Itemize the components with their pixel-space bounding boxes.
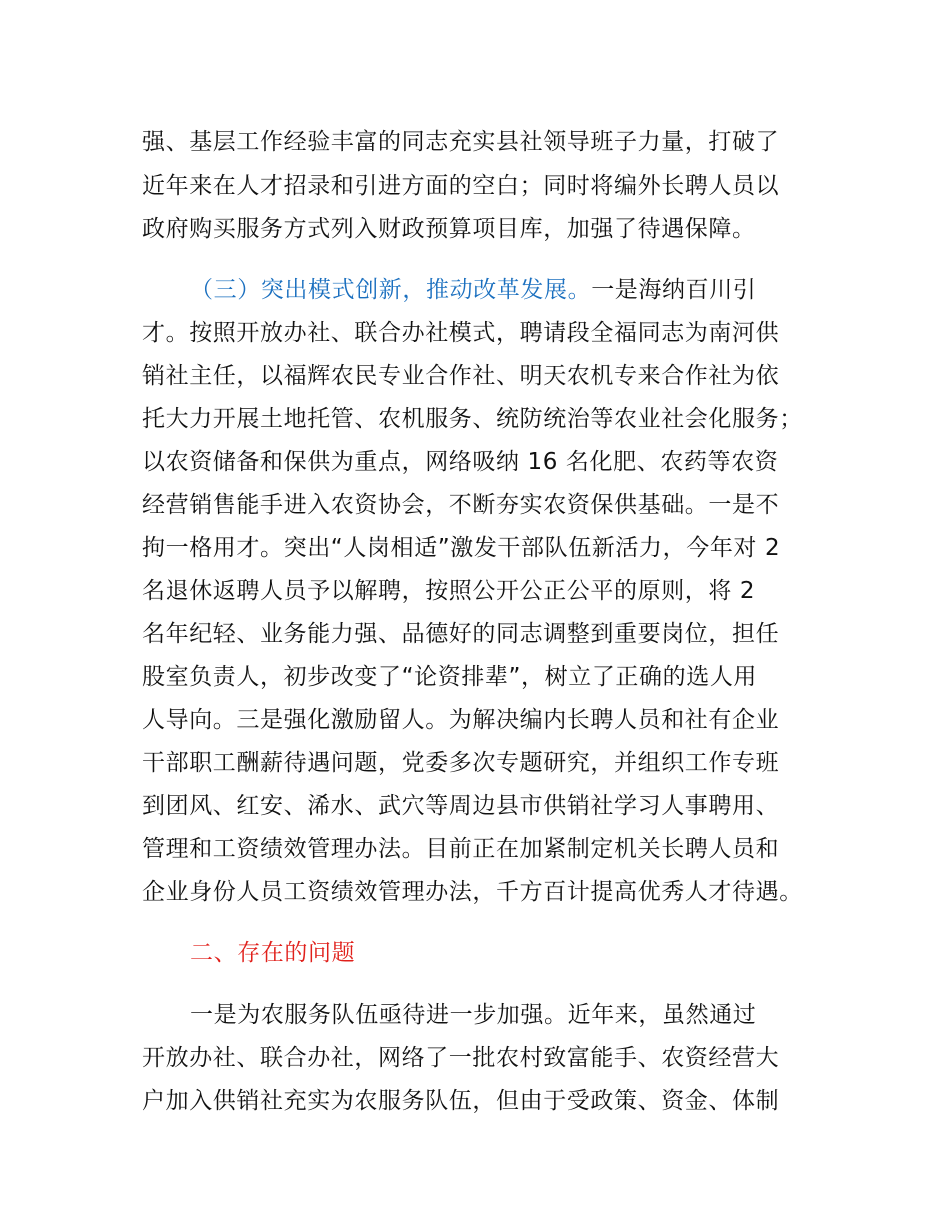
body-line: 企业身份人员工资绩效管理办法，千方百计提高优秀人才待遇。	[142, 879, 803, 905]
body-line: 经营销售能手进入农资协会，不断夯实农资保供基础。一是不	[142, 492, 780, 518]
body-line: 名退休返聘人员予以解聘，按照公开公正公平的原则，将 2	[142, 578, 756, 604]
body-line: 户加入供销社充实为农服务队伍，但由于受政策、资金、体制	[142, 1088, 780, 1114]
body-line: 政府购买服务方式列入财政预算项目库，加强了待遇保障。	[142, 216, 756, 242]
body-line: 到团风、红安、浠水、武穴等周边县市供销社学习人事聘用、	[142, 793, 780, 819]
body-text: 一是海纳百川引	[591, 277, 757, 303]
body-line: 强、基层工作经验丰富的同志充实县社领导班子力量，打破了	[142, 129, 780, 155]
body-line: 一是为农服务队伍亟待进一步加强。近年来，虽然通过	[190, 1002, 757, 1028]
body-line: 才。按照开放办社、联合办社模式，聘请段全福同志为南河供	[142, 320, 780, 346]
subheading-3: （三）突出模式创新，推动改革发展。	[190, 277, 592, 303]
body-line: 名年纪轻、业务能力强、品德好的同志调整到重要岗位，担任	[142, 621, 780, 647]
section-heading: 二、存在的问题	[190, 940, 356, 966]
body-line: 以农资储备和保供为重点，网络吸纳 16 名化肥、农药等农资	[142, 449, 779, 475]
subheading-line	[190, 275, 756, 305]
body-line: 人导向。三是强化激励留人。为解决编内长聘人员和社有企业	[142, 707, 780, 733]
body-line: 干部职工酬薪待遇问题，党委多次专题研究，并组织工作专班	[142, 750, 780, 776]
body-line: 管理和工资绩效管理办法。目前正在加紧制定机关长聘人员和	[142, 836, 780, 862]
body-line: 近年来在人才招录和引进方面的空白；同时将编外长聘人员以	[142, 173, 780, 199]
body-line: 销社主任，以福辉农民专业合作社、明天农机专来合作社为依	[142, 363, 780, 389]
body-line: 拘一格用才。突出“人岗相适”激发干部队伍新活力，今年对 2	[142, 535, 781, 561]
body-line: 托大力开展土地托管、农机服务、统防统治等农业社会化服务；	[142, 406, 803, 432]
body-line: 开放办社、联合办社，网络了一批农村致富能手、农资经营大	[142, 1045, 780, 1071]
body-line: 股室负责人，初步改变了“论资排辈”，树立了正确的选人用	[142, 664, 758, 690]
